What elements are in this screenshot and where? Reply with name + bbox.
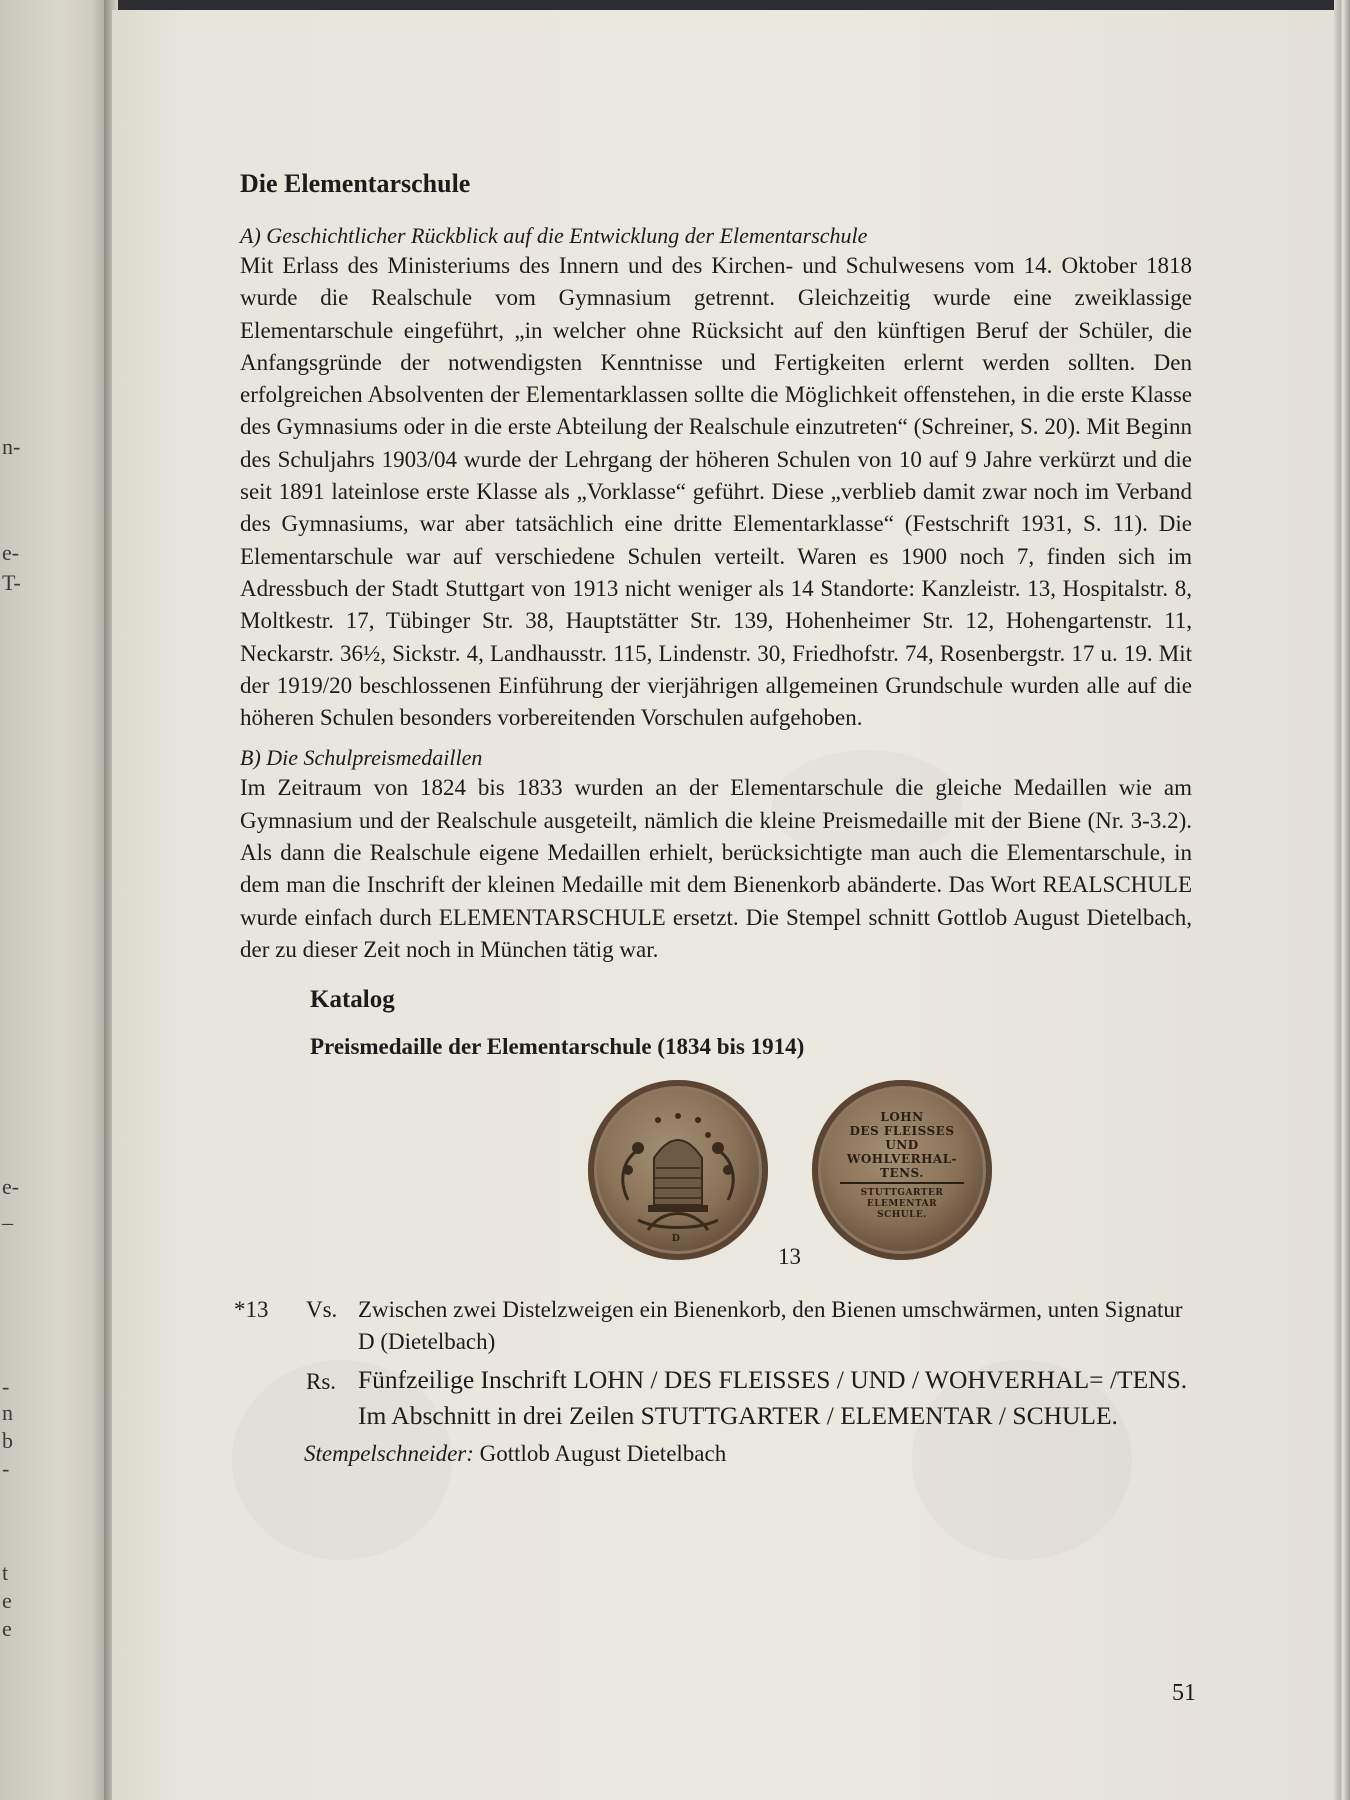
left-page-edge <box>0 0 108 1800</box>
inscription-line: TENS. <box>880 1166 924 1181</box>
die-cutter-name: Gottlob August Dietelbach <box>479 1441 727 1467</box>
medal-obverse-image <box>588 1080 768 1260</box>
left-page-fragment: n <box>2 1400 13 1425</box>
obverse-label: Vs. <box>306 1297 338 1323</box>
reverse-row <box>240 1362 1192 1434</box>
medal-signature: D <box>672 1232 680 1245</box>
left-page-fragment: - <box>2 1374 10 1399</box>
medal-figure <box>310 1072 1192 1282</box>
exergue-text-line: STUTTGARTER <box>860 1188 944 1199</box>
page-stack-edge <box>1334 0 1350 1800</box>
die-cutter-row <box>240 1438 1192 1470</box>
exergue-text-line: ELEMENTAR <box>866 1199 938 1210</box>
section-a-title: A) Geschichtlicher Rückblick auf die Entwicklung der Elementarschule <box>240 223 868 248</box>
left-page-fragment: T- <box>2 570 21 595</box>
medal-reverse-inscription <box>812 1110 992 1180</box>
page-number: 51 <box>1172 1680 1196 1706</box>
section-b-title: B) Die Schulpreismedaillen <box>240 745 483 771</box>
reverse-description: Fünfzeilige Inschrift LOHN / DES FLEISSES / UND / WOHVERHAL= /TENS. Im Abschnitt in drei Zeilen STUTTGARTER / ELEMENTAR / SCHULE. <box>358 1365 1188 1431</box>
inscription-line: WOHLVERHAL- <box>846 1152 958 1167</box>
die-cutter-label: Stempelschneider: <box>304 1441 474 1467</box>
inscription-line: UND <box>885 1138 919 1153</box>
page-heading: Die Elementarschule <box>240 169 471 198</box>
page-content <box>234 168 1192 1470</box>
inscription-line: LOHN <box>880 1110 924 1125</box>
left-page-fragment: b <box>2 1428 13 1453</box>
left-page-fragment: - <box>2 1456 10 1481</box>
left-page-fragment: t <box>2 1560 9 1585</box>
left-page-fragment: e- <box>2 540 20 565</box>
left-page-fragment: _ <box>2 1202 13 1227</box>
section-b-text: Im Zeitraum von 1824 bis 1833 wurden an der Elementarschule die gleiche Medaillen wie am Gymnasium und der Realschule ausgeteilt, nämlich die kleine Preismedaille mit der Biene (Nr. 3-3.2). Als dann die Realschule eigene Medaillen erhielt, berücksichtigte man auch die Elementarschule, in dem man die Inschrift der kleinen Medaille mit dem Bienenkorb abänderte. Das Wort REALSCHULE wurde einfach durch ELEMENTARSCHULE ersetzt. Die Stempel schnitt Gottlob August Dietelbach, der zu dieser Zeit noch in München tätig war. <box>240 775 1192 962</box>
entry-number: *13 <box>234 1297 269 1323</box>
obverse-description: Zwischen zwei Distelzweigen ein Bienenkorb, den Bienen umschwärmen, unten Signatur D (Dietelbach) <box>358 1297 1183 1355</box>
inscription-line: DES FLEISSES <box>849 1124 955 1139</box>
left-page-fragment: n- <box>2 434 21 459</box>
medal-reverse-exergue <box>812 1188 992 1221</box>
exergue-line <box>840 1182 964 1184</box>
katalog-subtitle: Preismedaille der Elementarschule (1834 bis 1914) <box>310 1034 805 1060</box>
left-page-fragment: e <box>2 1616 12 1641</box>
medal-reverse-image <box>812 1080 992 1260</box>
reverse-label: Rs. <box>306 1369 337 1395</box>
figure-number: 13 <box>778 1244 801 1270</box>
katalog-section <box>310 984 1192 1282</box>
left-page-fragment: e- <box>2 1174 20 1199</box>
exergue-text-line: SCHULE. <box>877 1210 927 1221</box>
section-a-text: Mit Erlass des Ministeriums des Innern und des Kirchen- und Schulwesens vom 14. Oktober 1818 wurde die Realschule vom Gymnasium getrennt. Gleichzeitig wurde eine zweiklassige Elementarschule eingeführt, „in welcher ohne Rücksicht auf den künftigen Beruf der Schüler, die Anfangsgründe der notwendigsten Kenntnisse und Fertigkeiten erlernt werden sollten. Den erfolgreichen Absolventen der Elementarklassen sollte die Möglichkeit offenstehen, in die erste Klasse des Gymnasiums oder in die erste Abteilung der Realschule einzutreten“ (Schreiner, S. 20). Mit Beginn des Schuljahrs 1903/04 wurde der Lehrgang der höheren Schulen von 10 auf 9 Jahre verkürzt und die seit 1891 lateinlose erste Klasse als „Vorklasse“ geführt. Diese „verblieb damit zwar noch im Verband des Gymnasiums, war aber tatsächlich eine dritte Elementarklasse“ (Festschrift 1931, S. 11). Die Elementarschule war auf verschiedene Schulen verteilt. Waren es 1900 noch 7, finden sich im Adressbuch der Stadt Stuttgart von 1913 nicht weniger als 14 Standorte: Kanzleistr. 13, Hospitalstr. 8, Moltkestr. 17, Tübinger Str. 38, Hauptstätter Str. 139, Hohenheimer Str. 12, Hohengartenstr. 11, Neckarstr. 36½, Sickstr. 4, Landhausstr. 115, Lindenstr. 30, Friedhofstr. 74, Rosenbergstr. 17 u. 19. Mit der 1919/20 beschlossenen Einführung der vierjährigen allgemeinen Grundschule wurden alle auf die höheren Schulen besonders vorbereitenden Vorschulen aufgehoben. <box>240 253 1192 731</box>
left-page-fragment: e <box>2 1588 12 1613</box>
obverse-row <box>240 1294 1192 1358</box>
catalog-entry <box>234 1294 1192 1470</box>
katalog-title: Katalog <box>310 986 395 1014</box>
